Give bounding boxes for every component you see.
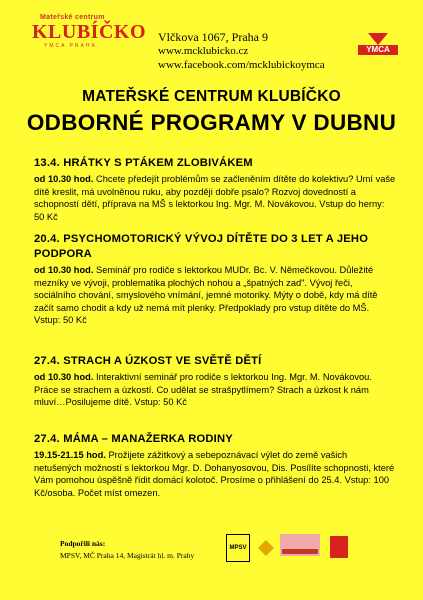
program-time: 19.15-21.15 hod.	[34, 450, 106, 460]
program-heading: 27.4. MÁMA – MANAŽERKA RODINY	[34, 433, 233, 445]
ymca-logo	[358, 33, 398, 55]
supporters-label: Podpořili nás:	[60, 539, 106, 548]
facebook-link[interactable]: www.facebook.com/mcklubickoymca	[158, 59, 325, 71]
program-text: Interaktivní seminář pro rodiče s lektorkou Ing. Mgr. M. Novákovou. Práce se strachem a úzkostí. Co udělat se strašpytlímem? Strach a úzkost k nám mluví…Posilujeme dítě. Vstup: 50 Kč	[34, 372, 372, 408]
program-time: od 10.30 hod.	[34, 372, 94, 382]
diamond-icon	[258, 540, 274, 556]
website-link[interactable]: www.mcklubicko.cz	[158, 45, 249, 57]
logo-subtitle: Mateřské centrum	[40, 14, 105, 21]
program-item	[34, 232, 396, 327]
contact-block	[158, 30, 325, 72]
prague-city-logo	[330, 536, 348, 558]
program-heading: 20.4. PSYCHOMOTORICKÝ VÝVOJ DÍTĚTE DO 3 LET A JEHO PODPORA	[34, 233, 369, 260]
supporters	[60, 538, 194, 562]
program-item	[34, 156, 396, 223]
klubicko-logo	[32, 14, 147, 49]
page-title: ODBORNÉ PROGRAMY V DUBNU	[26, 110, 397, 135]
logo-name: KLUBÍČKO	[32, 21, 147, 43]
program-text: Seminář pro rodiče s lektorkou MUDr. Bc. V. Němečkovou. Důležité mezníky ve vývoji, problematika plochých nohou a „špatných zad". Vývoj řeči, sociálního chování, smyslového vnímání, jemné motoriky. Mýty o době, kdy má dítě začít samo chodit a kdy už nemá mít plenky. Předpoklady pro vstup dítěte do MŠ. Vstup: 50 Kč	[34, 265, 378, 326]
program-time: od 10.30 hod.	[34, 174, 94, 184]
program-description	[34, 449, 396, 499]
program-heading: 27.4. STRACH A ÚZKOST VE SVĚTĚ DĚTÍ	[34, 355, 262, 367]
program-text: Chcete předejít problémům se začleněním dítěte do kolektivu? Umí vaše dítě kreslit, má uvolněnou ruku, aby později dobře psalo? Rozvoj dovedností a schopností dětí, příprava na MŠ s lektorkou Ing. Mgr. M. Novákovou. Vstup do herny: 50 Kč	[34, 174, 396, 222]
program-time: od 10.30 hod.	[34, 265, 94, 275]
program-description	[34, 264, 396, 327]
program-description	[34, 371, 396, 409]
program-item	[34, 432, 396, 499]
mpsv-logo: MPSV	[226, 534, 250, 562]
address: Vlčkova 1067, Praha 9	[158, 30, 268, 44]
program-heading: 13.4. HRÁTKY S PTÁKEM ZLOBIVÁKEM	[34, 157, 253, 169]
program-description	[34, 173, 396, 223]
logo-tagline: YMCA PRAHA	[44, 43, 97, 49]
ymca-label: YMCA	[358, 45, 398, 55]
program-item	[34, 354, 396, 409]
prague14-logo	[258, 540, 274, 556]
supporters-list: MPSV, MČ Praha 14, Magistrát hl. m. Prahy	[60, 551, 195, 560]
center-title: MATEŘSKÉ CENTRUM KLUBÍČKO	[82, 88, 341, 105]
partner-logo	[280, 534, 320, 556]
program-text: Prožijete zážitkový a sebepoznávací výlet do země vašich netušených možností s lektorkou Mgr. D. Dohanyosovou, Dis. Posílíte schopnosti, které Vám pomohou úspěšně řídit domácí kolotoč. Prosíme o přihlášení do 25.4. Vstup: 100 Kč/osoba. Počet míst omezen.	[34, 450, 395, 498]
header	[0, 0, 423, 80]
